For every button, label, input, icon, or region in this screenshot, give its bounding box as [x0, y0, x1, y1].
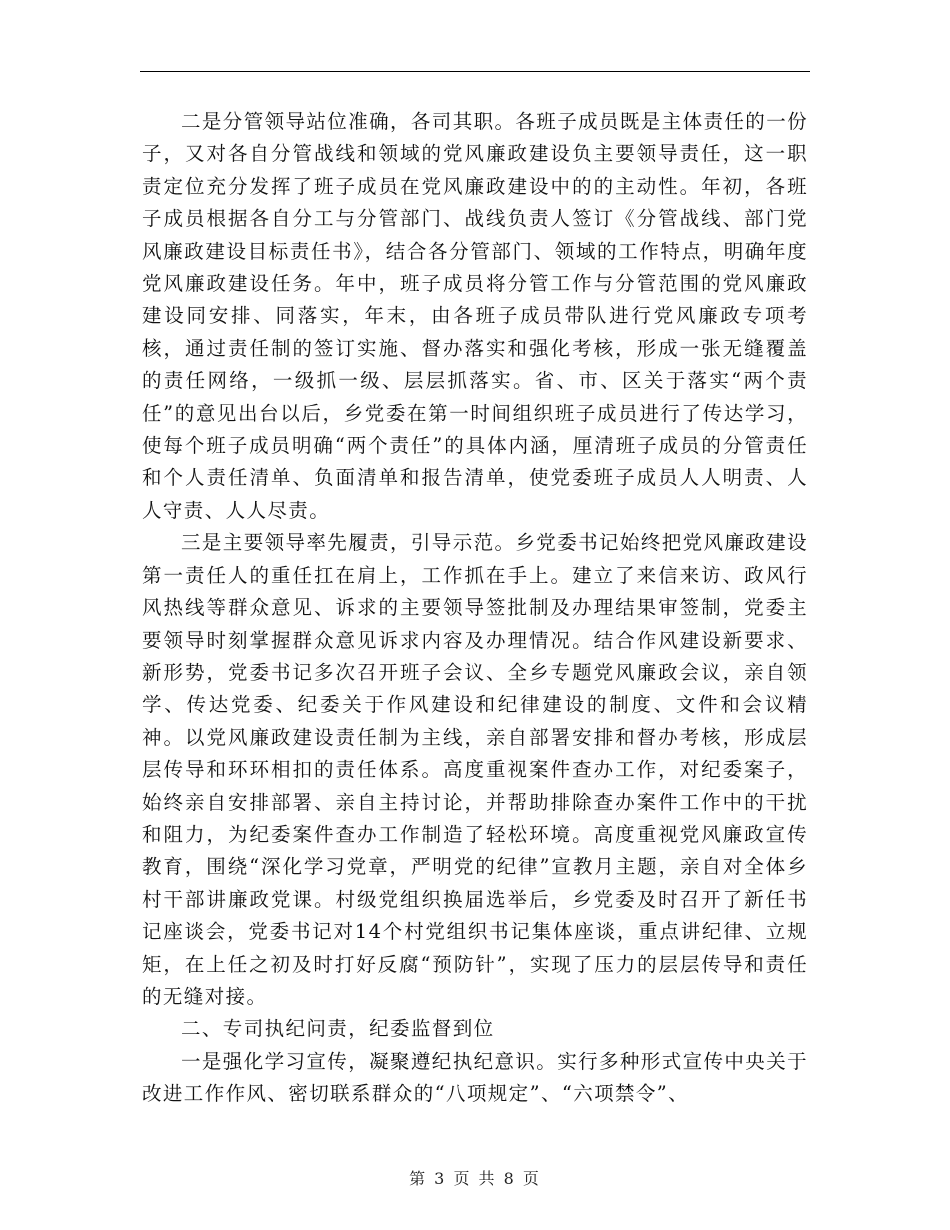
document-body — [142, 106, 808, 1111]
page-number: 第 3 页 共 8 页 — [409, 1169, 541, 1188]
header-rule — [140, 71, 810, 72]
paragraph-study-publicity: 一是强化学习宣传，凝聚遵纪执纪意识。实行多种形式宣传中央关于改进工作作风、密切联系群众的“八项规定”、“六项禁令”、 — [142, 1049, 809, 1106]
paragraph-main-leader: 三是主要领导率先履责，引导示范。乡党委书记始终把党风廉政建设第一责任人的重任扛在肩上，工作抓在手上。建立了来信来访、政风行风热线等群众意见、诉求的主要领导签批制及办理结果审签制，党委主要领导时刻掌握群众意见诉求内容及办理情况。结合作风建设新要求、新形势，党委书记多次召开班子会议、全乡专题党风廉政会议，亲自领学、传达党委、纪委关于作风建设和纪律建设的制度、文件和会议精神。以党风廉政建设责任制为主线，亲自部署安排和督办考核，形成层层传导和环环相扣的责任体系。高度重视案件查办工作，对纪委案子，始终亲自安排部署、亲自主持讨论，并帮助排除查办案件工作中的干扰和阻力，为纪委案件查办工作制造了轻松环境。高度重视党风廉政宣传教育，围绕“深化学习党章，严明党的纪律”宣教月主题，亲自对全体乡村干部讲廉政党课。村级党组织换届选举后，乡党委及时召开了新任书记座谈会，党委书记对14个村党组织书记集体座谈，重点讲纪律、立规矩，在上任之初及时打好反腐“预防针”，实现了压力的层层传导和责任的无缝对接。 — [142, 531, 809, 1008]
section-heading-discipline: 二、专司执纪问责，纪委监督到位 — [181, 1017, 495, 1041]
paragraph-duties-division: 二是分管领导站位准确，各司其职。各班子成员既是主体责任的一份子，又对各自分管战线和领域的党风廉政建设负主要领导责任，这一职责定位充分发挥了班子成员在党风廉政建设中的的主动性。年初，各班子成员根据各自分工与分管部门、战线负责人签订《分管战线、部门党风廉政建设目标责任书》，结合各分管部门、领域的工作特点，明确年度党风廉政建设任务。年中，班子成员将分管工作与分管范围的党风廉政建设同安排、同落实，年末，由各班子成员带队进行党风廉政专项考核，通过责任制的签订实施、督办落实和强化考核，形成一张无缝覆盖的责任网络，一级抓一级、层层抓落实。省、市、区关于落实“两个责任”的意见出台以后，乡党委在第一时间组织班子成员进行了传达学习，使每个班子成员明确“两个责任”的具体内涵，厘清班子成员的分管责任和个人责任清单、负面清单和报告清单，使党委班子成员人人明责、人人守责、人人尽责。 — [142, 110, 809, 522]
